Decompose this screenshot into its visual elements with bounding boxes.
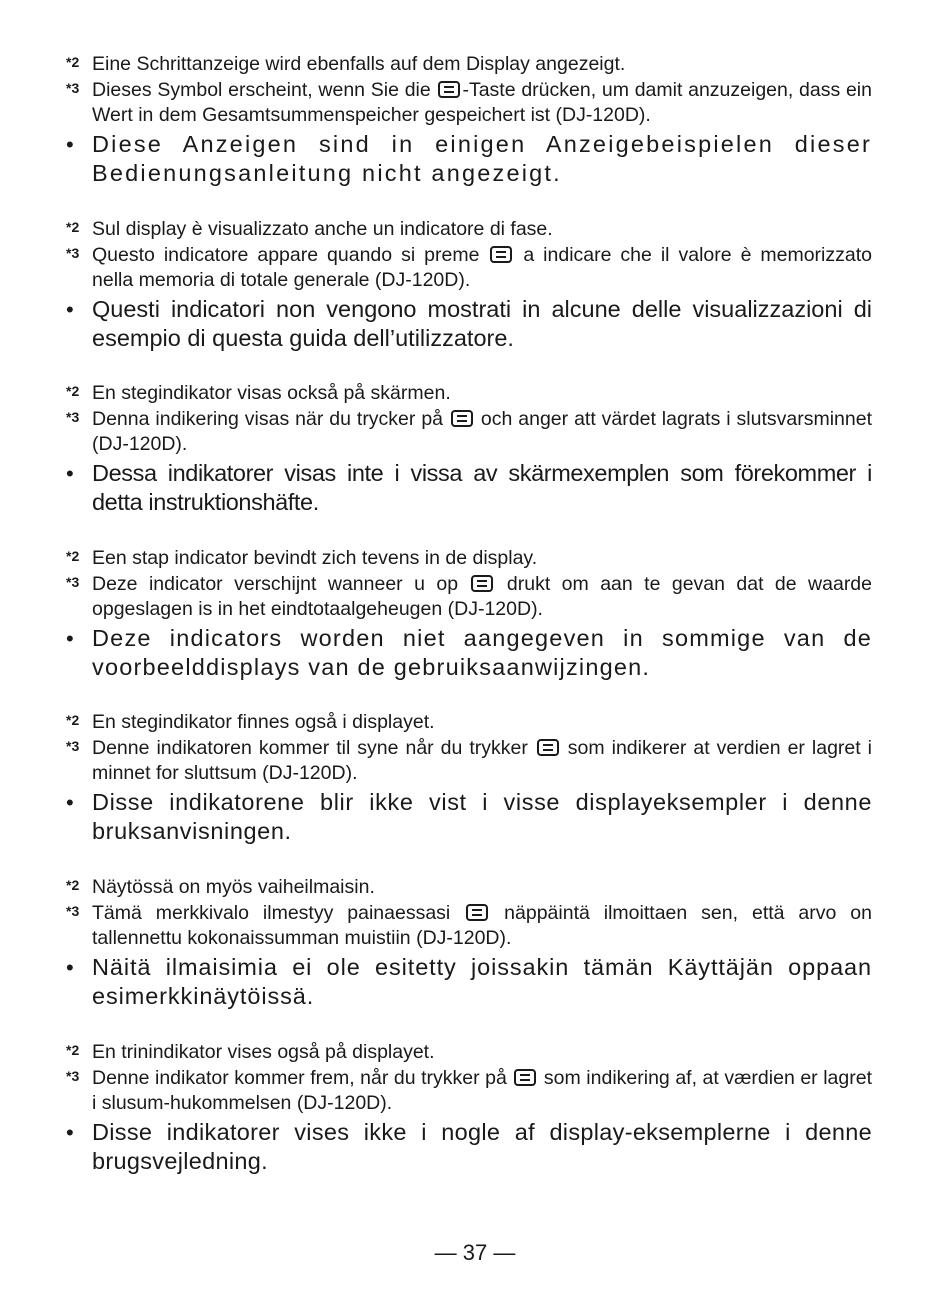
- bullet-dot: •: [66, 789, 74, 815]
- grand-total-key-icon: [514, 1069, 536, 1086]
- grand-total-key-icon: [471, 575, 493, 592]
- section-finnish: [66, 875, 872, 1011]
- bullet-dot: •: [66, 131, 74, 157]
- footnote-marker: *3: [66, 902, 80, 919]
- footnote-text-before: Tämä merkkivalo ilmestyy painaessasi: [92, 901, 465, 924]
- footnote-text: Eine Schrittanzeige wird ebenfalls auf dem Display angezeigt.: [92, 53, 626, 75]
- bullet-note: [66, 130, 872, 188]
- footnote-2: [66, 546, 872, 572]
- footnote-3: [66, 78, 872, 129]
- footnote-text: En stegindikator visas också på skärmen.: [92, 382, 451, 404]
- footnote-2: [66, 52, 872, 78]
- section-italian: [66, 217, 872, 353]
- bullet-dot: •: [66, 954, 74, 980]
- footnote-marker: *2: [66, 548, 80, 564]
- bullet-dot: •: [66, 296, 74, 322]
- bullet-dot: •: [66, 625, 74, 651]
- footnote-text-after: -Taste drücken, um damit anzuzeigen, dass ein Wert in dem Gesamtsummenspeicher gespeichert ist (DJ-120D).: [92, 78, 872, 126]
- footnote-marker: *2: [66, 219, 80, 235]
- footnote-3: [66, 407, 872, 458]
- footnote-marker: *2: [66, 877, 80, 893]
- footnote-marker: *3: [66, 79, 80, 96]
- bullet-text: Questi indicatori non vengono mostrati in alcune delle visualizzazioni di esempio di questa guida dell’utilizzatore.: [92, 295, 872, 351]
- bullet-dot: •: [66, 460, 74, 486]
- bullet-note: [66, 624, 872, 682]
- footnote-text-before: Dieses Symbol erscheint, wenn Sie die: [92, 78, 437, 101]
- grand-total-key-icon: [490, 246, 512, 263]
- footnote-marker: *2: [66, 383, 80, 399]
- bullet-text: Deze indicators worden niet aangegeven in sommige van de voorbeelddisplays van de gebruiksaanwijzingen.: [92, 624, 872, 680]
- footnote-marker: *3: [66, 737, 80, 754]
- bullet-text: Disse indikatorene blir ikke vist i visse displayeksempler i denne bruksanvisningen.: [92, 788, 872, 844]
- bullet-note: [66, 295, 872, 353]
- section-norwegian: [66, 710, 872, 846]
- bullet-text: Näitä ilmaisimia ei ole esitetty joissakin tämän Käyttäjän oppaan esimerkkinäytöissä.: [92, 953, 872, 1009]
- footnote-2: [66, 1040, 872, 1066]
- bullet-dot: •: [66, 1119, 74, 1145]
- footnote-2: [66, 381, 872, 407]
- footnote-text-before: Denne indikator kommer frem, når du trykker på: [92, 1066, 513, 1089]
- footnote-2: [66, 710, 872, 736]
- footnote-3: [66, 901, 872, 952]
- bullet-text: Disse indikatorer vises ikke i nogle af display-eksemplerne i denne brugsvejledning.: [92, 1118, 872, 1174]
- section-swedish: [66, 381, 872, 517]
- section-dutch: [66, 546, 872, 682]
- bullet-note: [66, 788, 872, 846]
- grand-total-key-icon: [466, 904, 488, 921]
- footnote-marker: *3: [66, 1067, 80, 1084]
- footnote-2: [66, 875, 872, 901]
- footnote-text: Näytössä on myös vaiheilmaisin.: [92, 876, 375, 898]
- bullet-note: [66, 953, 872, 1011]
- footnote-3: [66, 736, 872, 787]
- bullet-text: Dessa indikatorer visas inte i vissa av skärmexemplen som förekommer i detta instruktionshäfte.: [92, 459, 872, 515]
- footnote-text-before: Denne indikatoren kommer til syne når du trykker: [92, 736, 535, 759]
- bullet-note: [66, 459, 872, 517]
- grand-total-key-icon: [451, 410, 473, 427]
- footnote-3: [66, 243, 872, 294]
- footnote-marker: *3: [66, 408, 80, 425]
- footnote-text-after: drukt om aan te gevan dat de waarde opgeslagen is in het eindtotaalgeheugen (DJ-120D).: [92, 572, 873, 620]
- footnote-3: [66, 1066, 872, 1117]
- footnote-text-before: Questo indicatore appare quando si preme: [92, 243, 489, 266]
- footnote-marker: *2: [66, 1042, 80, 1058]
- footnote-text-after: a indicare che il valore è memorizzato nella memoria di totale generale (DJ-120D).: [92, 243, 872, 291]
- section-danish: [66, 1040, 872, 1176]
- footnote-text-after: som indikerer at verdien er lagret i minnet for sluttsum (DJ-120D).: [92, 736, 872, 784]
- footnote-marker: *3: [66, 244, 80, 261]
- footnote-text-after: och anger att värdet lagrats i slutsvarsminnet (DJ-120D).: [92, 407, 872, 455]
- grand-total-key-icon: [438, 81, 460, 98]
- footnote-text-after: näppäintä ilmoittaen sen, että arvo on tallennettu kokonaissumman muistiin (DJ-120D).: [92, 901, 873, 949]
- footnote-3: [66, 572, 872, 623]
- grand-total-key-icon: [537, 739, 559, 756]
- footnote-text-before: Denna indikering visas när du trycker på: [92, 407, 449, 430]
- page-number: — 37 —: [434, 1240, 516, 1265]
- bullet-text: Diese Anzeigen sind in einigen Anzeigebeispielen dieser Bedienungsanleitung nicht angezeigt.: [92, 130, 872, 186]
- footnote-text: En stegindikator finnes også i displayet.: [92, 711, 435, 733]
- footnote-text: En trinindikator vises også på displayet.: [92, 1041, 435, 1063]
- footnote-text-before: Deze indicator verschijnt wanneer u op: [92, 572, 470, 595]
- footnote-marker: *3: [66, 573, 80, 590]
- bullet-note: [66, 1118, 872, 1176]
- footnote-2: [66, 217, 872, 243]
- footnote-marker: *2: [66, 712, 80, 728]
- section-german: [66, 52, 872, 188]
- footnote-text: Sul display è visualizzato anche un indicatore di fase.: [92, 218, 553, 240]
- footnote-marker: *2: [66, 54, 80, 70]
- footnote-text: Een stap indicator bevindt zich tevens in de display.: [92, 547, 538, 569]
- footnote-text-after: som indikering af, at værdien er lagret i slusum-hukommelsen (DJ-120D).: [92, 1066, 872, 1114]
